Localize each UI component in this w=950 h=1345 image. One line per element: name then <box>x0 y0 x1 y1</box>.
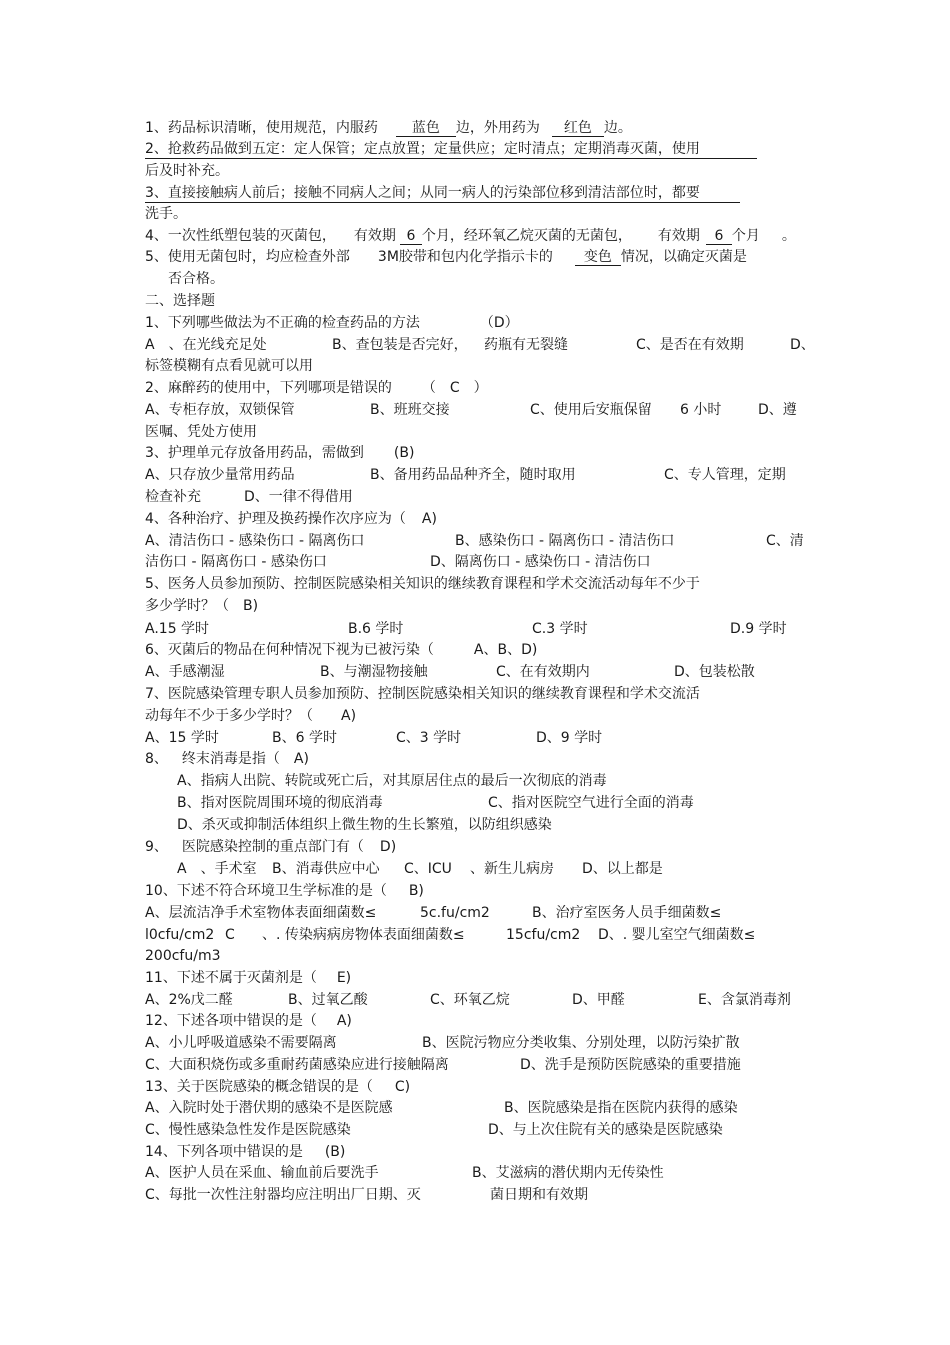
option-b: B、治疗室医务人员手细菌数≤ <box>532 905 722 921</box>
option-b: B、与潮湿物接触 <box>320 664 428 680</box>
choice-q14-stem: 14、下列各项中错误的是 (B) <box>145 1144 346 1160</box>
option-d: D、与上次住院有关的感染是医院感染 <box>488 1122 723 1138</box>
option-c: C、清 <box>766 533 804 549</box>
option-d: D、以上都是 <box>582 861 663 877</box>
option-c: C、使用后安瓶保留 <box>530 402 652 418</box>
blank-answer: 变色 <box>575 249 621 266</box>
option-c-cont: 检查补充 <box>145 489 201 505</box>
option-c: C、每批一次性注射器均应注明出厂日期、灭 <box>145 1187 421 1203</box>
option-b: B、指对医院周围环境的彻底消毒 <box>177 795 383 811</box>
option-b: B、过氧乙酸 <box>288 992 368 1008</box>
choice-q4-stem: 4、各种治疗、护理及换药操作次序应为（ A) <box>145 511 437 527</box>
option-b: B、艾滋病的潜伏期内无传染性 <box>472 1165 664 1181</box>
choice-q9-stem: 9、 医院感染控制的重点部门有（ D) <box>145 839 397 855</box>
option-b: B、医院感染是指在医院内获得的感染 <box>504 1100 738 1116</box>
option-a: A、15 学时 <box>145 730 219 746</box>
option-c: C、ICU <box>404 861 452 877</box>
option-c-cont: 、新生儿病房 <box>470 861 554 877</box>
choice-q10-stem: 10、下述不符合环境卫生学标准的是（ B) <box>145 883 424 899</box>
option-d: D、 <box>790 337 815 353</box>
fill-q4: 4、一次性纸塑包装的灭菌包， 有效期 6 个月，经环氧乙烷灭菌的无菌包， 有效期 6 个月 。 <box>145 228 796 244</box>
option-c: C、环氧乙烷 <box>430 992 510 1008</box>
choice-q7-stem-cont: 动每年不少于多少学时？（ A) <box>145 708 357 724</box>
option-c: C、3 学时 <box>396 730 462 746</box>
option-d: D、. 婴儿室空气细菌数≤ <box>598 927 756 943</box>
choice-q2-stem: 2、麻醉药的使用中，下列哪项是错误的 （ C ） <box>145 380 488 396</box>
answer-key: (B) <box>324 1144 346 1160</box>
option-a: A、清洁伤口 - 感染伤口 - 隔离伤口 <box>145 533 365 549</box>
option-a: A、入院时处于潜伏期的感染不是医院感 <box>145 1100 393 1116</box>
option-c: C、专人管理，定期 <box>664 467 786 483</box>
answer-key: A、B、D) <box>473 642 538 658</box>
answer-key: (B) <box>393 445 415 461</box>
option-c: C、在有效期内 <box>496 664 590 680</box>
option-a: A、层流洁净手术室物体表面细菌数≤ <box>145 905 377 921</box>
option-d: D、包装松散 <box>674 664 755 680</box>
answer-key: （D） <box>479 315 519 331</box>
option-d: D、隔离伤口 - 感染伤口 - 清洁伤口 <box>430 554 651 570</box>
answer-key: D) <box>379 839 397 855</box>
answer-key: （ C ） <box>421 380 488 396</box>
option-d: D、9 学时 <box>536 730 603 746</box>
option-b: B.6 学时 <box>348 621 404 637</box>
option-a: A、手感潮湿 <box>145 664 225 680</box>
option-a: A 、手术室 <box>177 861 257 877</box>
fill-q2-line2: 后及时补充。 <box>145 163 229 179</box>
option-b: B、消毒供应中心 <box>272 861 380 877</box>
blank-answer: 红色 <box>552 120 604 137</box>
answer-key: A) <box>421 511 437 527</box>
choice-q3-stem: 3、护理单元存放备用药品，需做到 (B) <box>145 445 415 461</box>
option-c: C <box>225 927 235 943</box>
answer-key: E) <box>336 970 352 986</box>
choice-q11-stem: 11、下述不属于灭菌剂是（ E) <box>145 970 352 986</box>
option-a: A、2%戊二醛 <box>145 992 233 1008</box>
choice-q8-stem: 8、 终末消毒是指（ A) <box>145 751 309 767</box>
option-d: D、一律不得借用 <box>244 489 353 505</box>
option-b: B、备用药品品种齐全，随时取用 <box>370 467 576 483</box>
option-a-value: 5c.fu/cm2 <box>420 905 490 921</box>
option-b: B、医院污物应分类收集、分别处理，以防污染扩散 <box>422 1035 740 1051</box>
option-b: B、6 学时 <box>272 730 337 746</box>
answer-key: B) <box>408 883 424 899</box>
option-d: D、洗手是预防医院感染的重要措施 <box>520 1057 741 1073</box>
fill-q5-line2: 否合格。 <box>168 271 224 287</box>
option-d: D、遵 <box>758 402 797 418</box>
choice-q13-stem: 13、关于医院感染的概念错误的是（ C) <box>145 1079 411 1095</box>
option-c: C、慢性感染急性发作是医院感染 <box>145 1122 351 1138</box>
option-c: C、指对医院空气进行全面的消毒 <box>488 795 694 811</box>
choice-q12-stem: 12、下述各项中错误的是（ A) <box>145 1013 352 1029</box>
fill-q3-line1: 3、直接接触病人前后；接触不同病人之间；从同一病人的污染部位移到清洁部位时，都要 <box>145 184 740 203</box>
option-b: B、感染伤口 - 隔离伤口 - 清洁伤口 <box>455 533 675 549</box>
option-c-value: 15cfu/cm2 <box>506 927 581 943</box>
option-c-cont: 洁伤口 - 隔离伤口 - 感染伤口 <box>145 554 327 570</box>
option-d: D、杀灭或抑制活体组织上微生物的生长繁殖，以防组织感染 <box>177 817 552 833</box>
option-b-cont: 药瓶有无裂缝 <box>484 337 568 353</box>
choice-q6-stem: 6、灭菌后的物品在何种情况下视为已被污染（ A、B、D) <box>145 642 538 658</box>
choice-q7-stem: 7、医院感染管理专职人员参加预防、控制医院感染相关知识的继续教育课程和学术交流活 <box>145 686 700 702</box>
answer-key: A) <box>336 1013 352 1029</box>
answer-key: C) <box>394 1079 411 1095</box>
option-c: C.3 学时 <box>532 621 588 637</box>
option-d-value: 200cfu/m3 <box>145 948 221 964</box>
option-a: A、指病人出院、转院或死亡后，对其原居住点的最后一次彻底的消毒 <box>177 773 607 789</box>
blank-answer: 蓝色 <box>396 120 456 137</box>
choice-q5-stem-cont: 多少学时？（ B) <box>145 598 259 614</box>
option-a: A.15 学时 <box>145 621 210 637</box>
blank-answer: 6 <box>400 228 422 245</box>
option-d: D.9 学时 <box>730 621 787 637</box>
option-c: C、是否在有效期 <box>636 337 744 353</box>
option-d-cont: 标签模糊有点看见就可以用 <box>145 358 313 374</box>
option-b-value: l0cfu/cm2 <box>145 927 215 943</box>
option-e: E、含氯消毒剂 <box>698 992 791 1008</box>
option-a: A、专柜存放，双锁保管 <box>145 402 295 418</box>
choice-q5-stem: 5、医务人员参加预防、控制医院感染相关知识的继续教育课程和学术交流活动每年不少于 <box>145 576 700 592</box>
option-c-text: 、. 传染病病房物体表面细菌数≤ <box>262 927 465 943</box>
fill-q3-line2: 洗手。 <box>145 206 187 222</box>
option-a: A、医护人员在采血、输血前后要洗手 <box>145 1165 379 1181</box>
choice-q1-stem: 1、下列哪些做法为不正确的检查药品的方法 （D） <box>145 315 519 331</box>
option-c-cont: 菌日期和有效期 <box>490 1187 588 1203</box>
fill-q2-line1: 2、抢救药品做到五定：定人保管；定点放置；定量供应；定时清点；定期消毒灭菌，使用 <box>145 140 757 159</box>
fill-q5-line1: 5、使用无菌包时，均应检查外部 3M胶带和包内化学指示卡的 变色 情况，以确定灭菌是 <box>145 249 747 265</box>
fill-q1: 1、药品标识清晰，使用规范，内服药 蓝色 边，外用药为 红色 边。 <box>145 120 632 136</box>
option-b: B、查包装是否完好， <box>332 337 468 353</box>
option-a: A 、在光线充足处 <box>145 337 267 353</box>
option-a: A、只存放少量常用药品 <box>145 467 295 483</box>
option-b: B、班班交接 <box>370 402 450 418</box>
option-c-cont: 6 小时 <box>680 402 722 418</box>
option-c: C、大面积烧伤或多重耐药菌感染应进行接触隔离 <box>145 1057 449 1073</box>
option-a: A、小儿呼吸道感染不需要隔离 <box>145 1035 337 1051</box>
blank-answer: 6 <box>706 228 732 245</box>
section-title: 二、选择题 <box>145 293 215 309</box>
option-d: D、甲醛 <box>572 992 625 1008</box>
option-d-cont: 医嘱、凭处方使用 <box>145 424 257 440</box>
